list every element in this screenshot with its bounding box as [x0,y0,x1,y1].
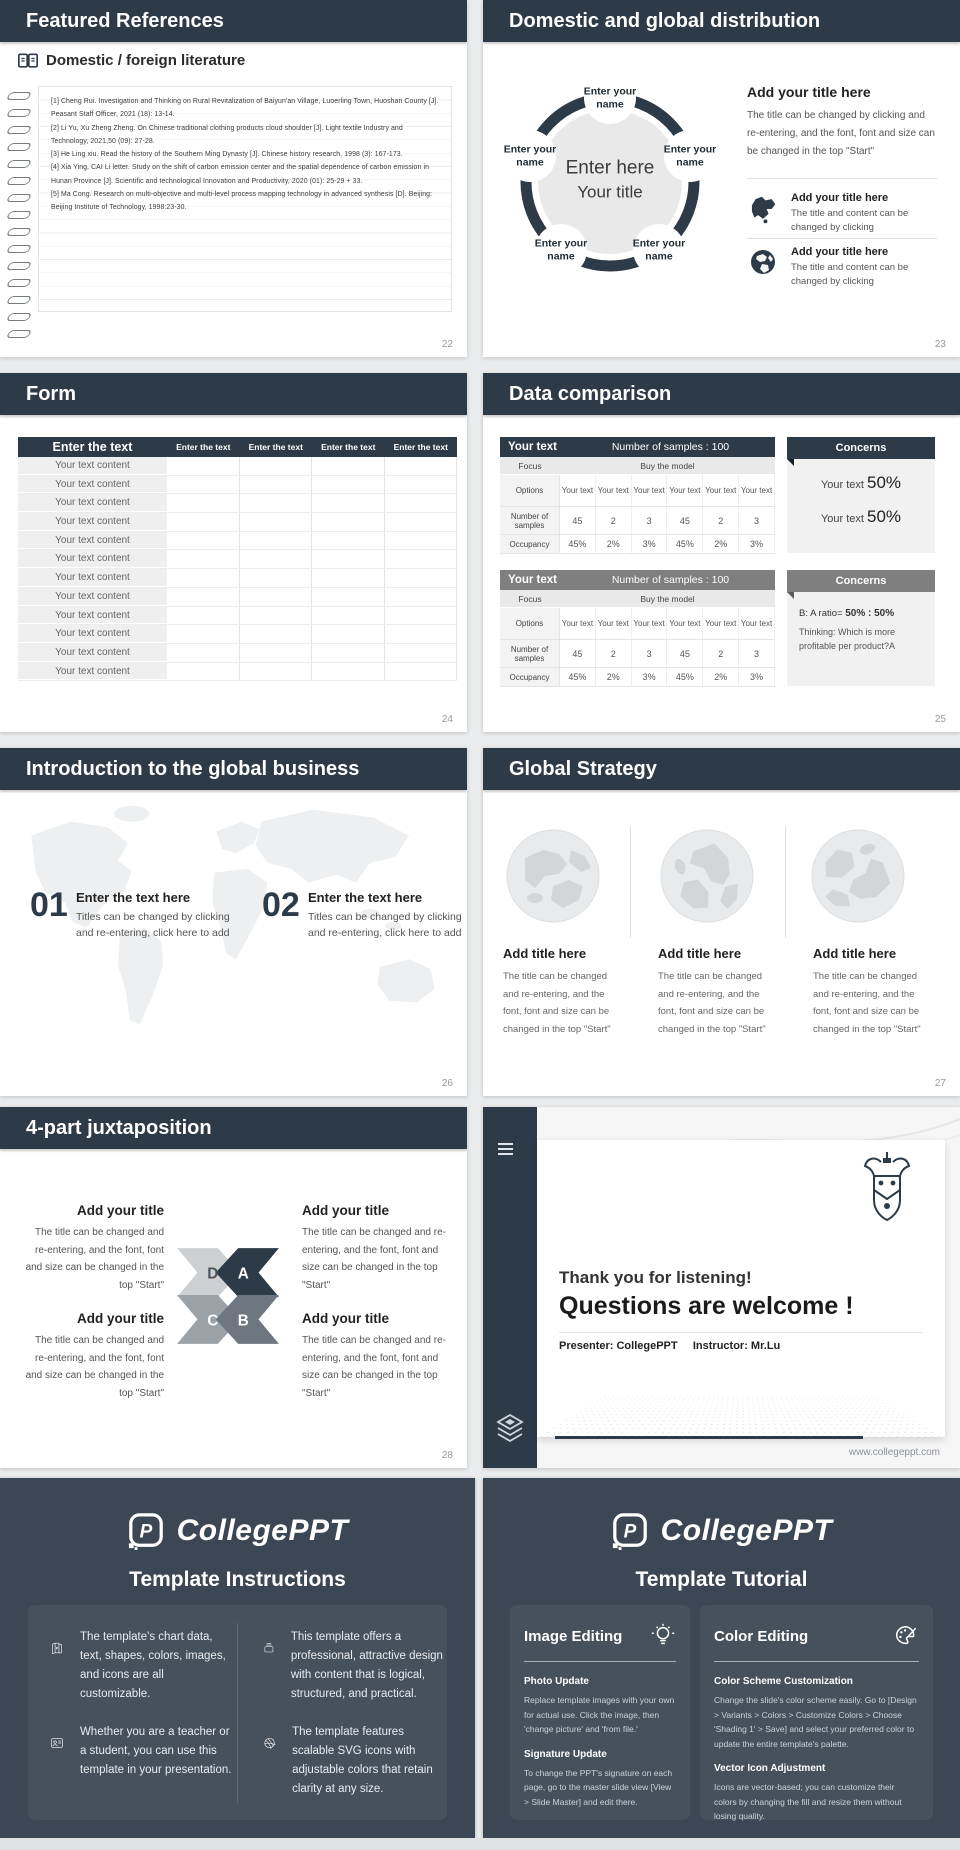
dot-grid-decoration [537,1396,945,1437]
table-row: Your text content [18,644,457,663]
open-book-icon [18,53,38,69]
step-body: Titles can be changed by clicking and re-entering, click here to add [76,911,230,939]
table-subtitle: Number of samples : 100 [611,574,730,586]
page-number: 27 [934,1078,946,1089]
strategy-body: The title can be changed and re-entering, and the font, font and size can be changed in the top "Start" [813,971,921,1035]
concerns-line: Your text 50% [820,507,902,526]
dist-right-body: The title can be changed by clicking and re-entering, and the font, font and size can be changed in the top "Start" [747,110,935,157]
table-row: Your text content [18,550,457,569]
slide-title: 4-part juxtaposition [26,1117,212,1139]
table-row: Number of samples 45 2 3 45 2 3 [500,640,775,668]
slide-thank-you [483,1107,960,1468]
concerns-line: Your text 50% [820,473,902,492]
card-title: Color Editing [714,1627,809,1645]
tutorial-subheading: Color Scheme Customization [714,1676,853,1687]
literature-heading: Domestic / foreign literature [46,52,246,69]
globe-icon [749,248,777,276]
reference-item: [2] Li Yu, Xu Zheng Zheng. On Chinese traditional clothing products cloud shoulder [J]. Light textile Industry and Technology, 2021,50 (09): 27-28. [51,124,403,145]
comparison-table-2: Your text Number of samples : 100 Focus Buy the model Options Your text Your text Your text Your text Your text Your text Number of samples 45 2 3 45 2 3 Occupancy 45% 2% 3% 45% 2% 3% [500,570,775,687]
table-title: Your text [508,441,557,453]
table-row: Your text content [18,569,457,588]
step-number: 02 [262,886,300,924]
form-header-cell: Enter the text [321,442,376,452]
step-heading: Enter the text here [308,890,423,905]
table-row: Number of samples 45 2 3 45 2 3 [500,507,775,535]
quadrant-body: The title can be changed and re-entering, and the font, font and size can be changed in the top "Start" [25,1227,164,1291]
panel-heading: Template Tutorial [635,1568,808,1591]
page-number: 23 [934,339,946,350]
strategy-heading: Add title here [813,946,897,961]
table-row: Occupancy 45% 2% 3% 45% 2% 3% [500,668,775,687]
divider [747,178,937,179]
palette-icon [893,1623,919,1649]
reference-item: [4] Xia Ying, CAI Li letter. Study on the shift of carbon emission center and the spatial dependence of carbon emission in Hunan Province [J]. Scientific and technological Innovation and Productivity, 2020 (01): 25-29 + 33. [51,164,430,185]
tutorial-body: Replace template images with your own for actual use. Click the image, then 'change picture' and 'from file.' [524,1695,675,1734]
concerns-box-1 [787,437,935,553]
divider [714,1661,919,1662]
footer-strip [0,1838,960,1850]
dist-item-body: The title and content can be changed by clicking [791,262,909,287]
slide-global-strategy [483,748,960,1096]
step-body: Titles can be changed by clicking and re-entering, click here to add [308,911,462,939]
quadrant-heading: Add your title [302,1311,389,1326]
slide-title: Featured References [26,10,224,32]
slide-title-bar [0,748,467,790]
slide-title: Data comparison [509,383,672,405]
feature-item [50,1723,235,1780]
globe-image [505,828,601,924]
divider [785,826,786,938]
china-map-icon [747,194,779,224]
strategy-heading: Add title here [503,946,587,961]
brand-name: CollegePPT [660,1514,833,1547]
step-block [308,890,467,941]
slide-distribution [483,0,960,357]
literature-heading-row [18,52,245,69]
svg-text:P: P [623,1521,636,1543]
quadrant-heading: Add your title [77,1203,164,1218]
page-number: 26 [441,1078,453,1089]
strategy-column [658,946,776,1038]
slide-title-bar [483,0,960,42]
divider [524,1661,676,1662]
thank-you-panel [537,1140,945,1437]
presenter-row [559,1340,780,1352]
page-number: 24 [441,714,453,725]
feature-text: The template features scalable SVG icons with adjustable colors that retain clarity at any size. [292,1726,433,1795]
dist-right-block [747,84,939,161]
quadrant-block [22,1203,164,1294]
tutorial-subheading: Vector Icon Adjustment [714,1763,826,1774]
wheel-label: Enter your name [583,85,637,110]
tutorial-subheading: Photo Update [524,1676,589,1687]
collegeppt-logo-icon [127,1512,165,1550]
page-number: 25 [934,714,946,725]
concerns-thinking: Thinking: Which is more profitable per product?A [799,627,896,651]
form-table-header [18,437,457,457]
wheel-center-text [566,158,655,203]
panel-template-tutorial [483,1478,960,1838]
layers-icon [496,1413,524,1443]
dist-right-heading: Add your title here [747,84,871,100]
slide-title-bar [0,373,467,415]
quadrant-block [302,1311,450,1402]
slide-global-business [0,748,467,1096]
table-subtitle: Number of samples : 100 [611,441,730,453]
divider [237,1623,238,1803]
world-map-image [0,798,467,1093]
page-number: 22 [441,339,453,350]
feature-text: Whether you are a teacher or a student, you can use this template in your presentation. [79,1726,232,1776]
table-row: Options Your text Your text Your text Your text Your text Your text [500,608,775,640]
collegeppt-logo-icon [611,1512,649,1550]
thanks-line1: Thank you for listening! [559,1268,752,1287]
thanks-line2: Questions are welcome ! [559,1292,854,1320]
pinwheel-diagram [172,1245,284,1347]
tutorial-subheading: Signature Update [524,1748,607,1760]
reference-item: [3] He Ling xiu. Read the history of the Southern Ming Dynasty [J]. Chinese history research, 1998 (3): 167-173. [51,151,403,159]
slide-title: Introduction to the global business [26,758,360,780]
divider [559,1332,923,1333]
form-header-cell: Enter the text [248,442,303,452]
concerns-box-2 [787,570,935,686]
slide-title-bar [0,0,467,42]
feature-text: This template offers a professional, attractive design with content that is logical, structured, and practical. [290,1631,443,1700]
strategy-heading: Add title here [658,946,742,961]
page-number: 28 [441,1450,453,1461]
globe-image [659,828,755,924]
table-row: Your text content [18,663,457,682]
panel-heading: Template Instructions [129,1568,346,1591]
form-header-cell: Enter the text [176,442,231,452]
slide-title-bar [483,748,960,790]
slide-featured-references [0,0,467,357]
svg-text:P: P [55,1646,59,1651]
concerns-header-fold [787,592,794,599]
wheel-label: Enter your name [503,143,557,168]
slides-icon [50,1628,64,1668]
step-heading: Enter the text here [76,890,191,905]
form-table [18,437,457,681]
strategy-body: The title can be changed and re-entering, and the font, font and size can be changed in the top "Start" [658,971,766,1035]
dist-item-heading: Add your title here [791,246,889,258]
reference-item: [1] Cheng Rui. Investigation and Thinking on Rural Revitalization of Baiyun'an Village, Luoerling Town, Huoshan County [J]. Peasant Staff Officer, 2021 (18): 13-14. [51,98,439,119]
divider [747,238,937,239]
concerns-header: Concerns [787,570,935,592]
concerns-ratio: B: A ratio= 50% : 50% [799,608,895,619]
table-row: Your text content [18,457,457,476]
table-row: Occupancy 45% 2% 3% 45% 2% 3% [500,535,775,554]
quadrant-block [22,1311,164,1402]
quadrant-body: The title can be changed and re-entering, and the font, font and size can be changed in the top "Start" [302,1335,446,1399]
dist-item [791,246,941,289]
form-header-cell: Enter the text [52,440,133,454]
slide-title-bar [0,1107,467,1149]
table-row: Your text content [18,588,457,607]
spiral-binding [8,92,30,338]
tutorial-card-color-editing [700,1605,933,1820]
university-crest [861,1150,913,1236]
tutorial-body: Change the slide's color scheme easily. Go to [Design > Variants > Colors > Customize Colors > Choose 'Shading 1' > Save] and select your preferred color to update the entire template's palette. [714,1695,917,1749]
pinwheel-letter: C [207,1312,219,1330]
slide-title: Global Strategy [509,758,657,780]
feature-item [263,1628,448,1704]
dist-item-body: The title and content can be changed by clicking [791,208,909,233]
step-block [76,890,246,941]
concerns-header-fold [787,459,794,466]
wheel-label: Enter your name [663,143,717,168]
dist-item-heading: Add your title here [791,192,889,204]
pinwheel-letter: B [237,1312,249,1330]
strategy-body: The title can be changed and re-entering, and the font, font and size can be changed in the top "Start" [503,971,611,1035]
table-row: Your text content [18,532,457,551]
table-row: Your text content [18,476,457,495]
strategy-column [813,946,931,1038]
id-card-icon [50,1723,64,1763]
reference-item: [5] Ma Cong. Research on multi-objective and multi-level process mapping technology in advanced synthesis [D]. Beijing: Beijing Institute of Technology, 1998:23-30. [51,191,433,212]
brand-row [483,1512,960,1550]
feature-item [263,1723,448,1799]
quadrant-block [302,1203,450,1294]
feature-item [50,1628,235,1704]
references-box [38,86,452,312]
step-number: 01 [30,886,68,924]
wheel-center-line1: Enter here [565,157,655,179]
strategy-column [503,946,621,1038]
wheel-label: Enter your name [534,237,588,262]
table-row: Your text content [18,607,457,626]
divider [630,826,631,938]
briefcase-icon [263,1628,275,1668]
slide-title: Domestic and global distribution [509,10,821,32]
website-url: www.collegeppt.com [848,1447,940,1458]
quadrant-body: The title can be changed and re-entering, and the font, font and size can be changed in the top "Start" [302,1227,446,1291]
panel-template-instructions [0,1478,475,1838]
pinwheel-letter: A [237,1265,249,1283]
table-row: Your text content [18,513,457,532]
quadrant-heading: Add your title [302,1203,389,1218]
dribbble-icon [263,1723,276,1763]
dist-item [791,192,941,235]
instructor-label: Instructor: Mr.Lu [692,1340,781,1352]
quadrant-body: The title can be changed and re-entering, and the font, font and size can be changed in the top "Start" [25,1335,164,1399]
slide-sidebar [483,1107,537,1468]
comparison-table-1: Your text Number of samples : 100 Focus Buy the model Options Your text Your text Your text Your text Your text Your text Number of samples 45 2 3 45 2 3 Occupancy 45% 2% 3% 45% 2% 3% [500,437,775,554]
instructions-card [28,1605,447,1820]
svg-text:P: P [139,1521,152,1543]
brand-row [0,1512,475,1550]
slide-juxtaposition [0,1107,467,1468]
wheel-label: Enter your name [632,237,686,262]
tutorial-card-image-editing [510,1605,690,1820]
slide-data-comparison [483,373,960,732]
feature-text: The template's chart data, text, shapes, colors, images, and icons are all customizable. [80,1631,226,1700]
panel-underline [555,1436,863,1439]
tutorial-body: Icons are vector-based; you can customize their colors by changing the fill and resize them without losing quality. [714,1782,902,1821]
globe-image [810,828,906,924]
presenter-label: Presenter: CollegePPT [559,1340,678,1352]
slide-form [0,373,467,732]
table-row: Your text content [18,494,457,513]
pinwheel-letter: D [207,1265,219,1283]
brand-name: CollegePPT [176,1514,349,1547]
slide-title-bar [483,373,960,415]
table-row: Options Your text Your text Your text Your text Your text Your text [500,475,775,507]
tutorial-body: To change the PPT's signature on each page, go to the master slide view [View > Slide Master] and edit there. [524,1767,673,1807]
table-title: Your text [508,574,557,586]
slide-title: Form [26,383,76,405]
table-row: Your text content [18,625,457,644]
concerns-header: Concerns [787,437,935,459]
quadrant-heading: Add your title [77,1311,164,1326]
form-header-cell: Enter the text [393,442,448,452]
card-title: Image Editing [524,1627,623,1645]
wheel-center-line2: Your title [577,182,643,202]
bulb-icon [650,1623,676,1649]
